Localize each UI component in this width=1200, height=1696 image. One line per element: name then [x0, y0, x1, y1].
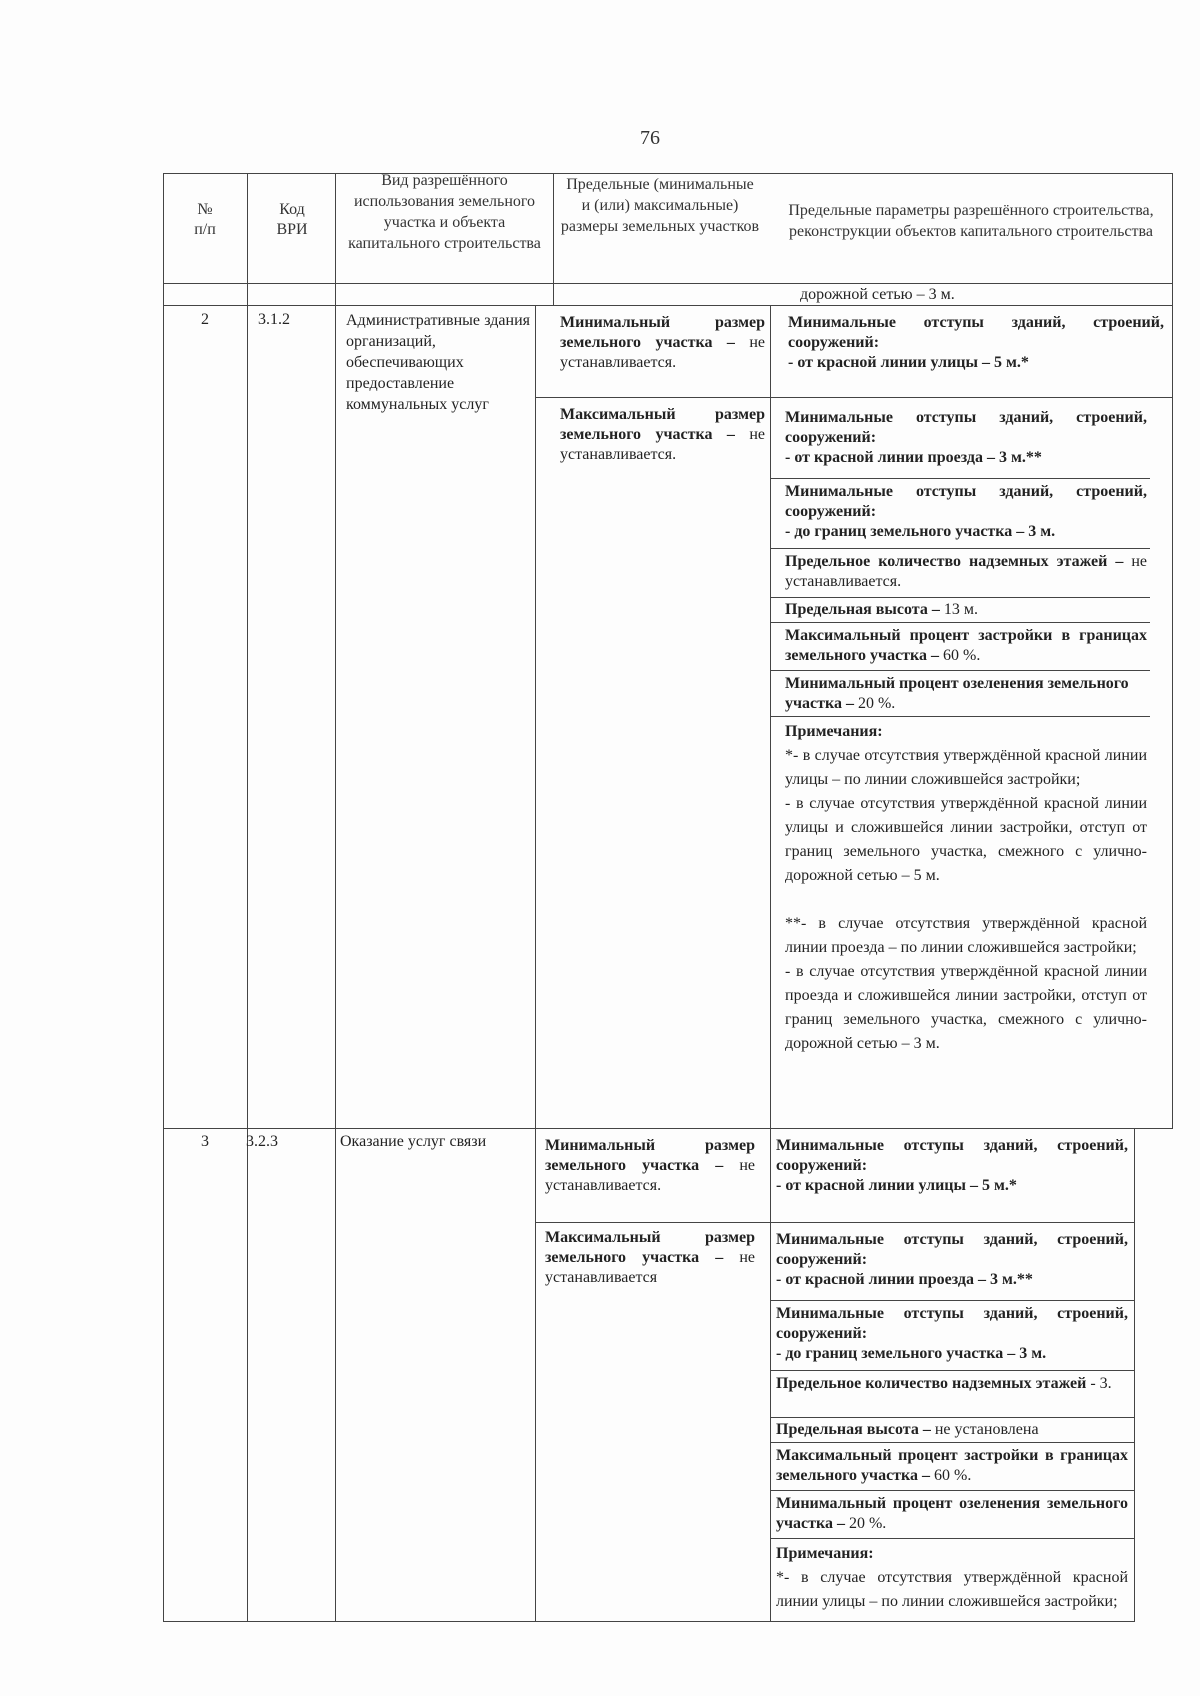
row2-min-size-value: не устанавливается.: [560, 334, 765, 371]
row2-num: 2: [201, 311, 209, 328]
page-number: 76: [640, 127, 660, 149]
row3-min-size-title: Минимальный размер земельного участка –: [545, 1137, 755, 1174]
row3-p6-title: Максимальный процент застройки в границах земельного участка –: [776, 1447, 1128, 1484]
row2-p5-title: Предельная высота –: [785, 601, 940, 618]
row3-code: 3.2.3: [246, 1133, 278, 1150]
row3-notes-title: Примечания:: [776, 1545, 874, 1562]
row2-note-1: *- в случае отсутствия утверждённой красной линии улицы – по линии сложившейся застройки;: [785, 747, 1147, 788]
row2-p6-value: 60 %.: [943, 647, 981, 664]
row3-p5-title: Предельная высота –: [776, 1421, 931, 1438]
header-num: № п/п: [194, 201, 216, 238]
row2-p2-title: Минимальные отступы зданий, строений, сооружений:: [785, 409, 1147, 446]
row2-note-3: **- в случае отсутствия утверждённой красной линии проезда – по линии сложившейся застройки;: [785, 915, 1147, 956]
row3-p4-title: Предельное количество надземных этажей: [776, 1375, 1087, 1392]
row2-note-2: - в случае отсутствия утверждённой красной линии улицы и сложившейся линии застройки, отступ от границ земельного участка, смежного с улично-дорожной сетью – 5 м.: [785, 795, 1147, 884]
row2-p4-value: не устанавливается.: [785, 553, 1147, 590]
row2-notes-title: Примечания:: [785, 723, 883, 740]
row3-p4-value: - 3.: [1090, 1375, 1112, 1392]
row3-p2-value: - от красной линии проезда – 3 м.**: [776, 1271, 1033, 1288]
row2-p3-title: Минимальные отступы зданий, строений, сооружений:: [785, 483, 1147, 520]
row2-p1-title: Минимальные отступы зданий, строений, сооружений:: [788, 314, 1164, 351]
row2-code: 3.1.2: [258, 311, 290, 328]
carry-over-text: дорожной сетью – 3 м.: [800, 286, 955, 303]
header-use: Вид разрешённого использования земельного участка и объекта капитального строительства: [348, 172, 541, 252]
row3-p3-title: Минимальные отступы зданий, строений, сооружений:: [776, 1305, 1128, 1342]
row2-use: Административные здания организаций, обеспечивающих предоставление коммунальных услуг: [346, 312, 530, 413]
row3-p3-value: - до границ земельного участка – 3 м.: [776, 1345, 1047, 1362]
row2-min-size-title: Минимальный размер земельного участка –: [560, 314, 765, 351]
row3-p7-title: Минимальный процент озеленения земельного участка –: [776, 1495, 1128, 1532]
row2-note-4: - в случае отсутствия утверждённой красной линии проезда и сложившейся линии застройки, отступ от границ земельного участка, смежного с улично-дорожной сетью – 3 м.: [785, 963, 1147, 1052]
row3-use: Оказание услуг связи: [340, 1133, 487, 1150]
row3-num: 3: [201, 1133, 209, 1150]
row2-p3-value: - до границ земельного участка – 3 м.: [785, 523, 1056, 540]
row2-p5-value: 13 м.: [943, 601, 978, 618]
row2-max-size-title: Максимальный размер земельного участка –: [560, 406, 765, 443]
row3-note-1: *- в случае отсутствия утверждённой красной линии улицы – по линии сложившейся застройки;: [776, 1569, 1128, 1610]
row3-p5-value: не установлена: [934, 1421, 1039, 1438]
row2-p4-title: Предельное количество надземных этажей –: [785, 553, 1124, 570]
row2-p7-title: Минимальный процент озеленения земельного участка –: [785, 675, 1129, 712]
row3-p1-value: - от красной линии улицы – 5 м.*: [776, 1177, 1017, 1194]
row2-max-size-value: не устанавливается.: [560, 426, 765, 463]
header-size: Предельные (минимальные и (или) максимальные) размеры земельных участков: [560, 176, 760, 235]
row3-p1-title: Минимальные отступы зданий, строений, сооружений:: [776, 1137, 1128, 1174]
row2-p2-value: - от красной линии проезда – 3 м.**: [785, 449, 1042, 466]
row3-p6-value: 60 %.: [934, 1467, 972, 1484]
header-params: Предельные параметры разрешённого строительства, реконструкции объектов капитального строительства: [788, 202, 1154, 240]
row3-max-size-value: не устанавливается: [545, 1249, 756, 1286]
row3-min-size-value: не устанавливается.: [545, 1157, 756, 1194]
row3-p2-title: Минимальные отступы зданий, строений, сооружений:: [776, 1231, 1128, 1268]
row3-max-size-title: Максимальный размер земельного участка –: [545, 1229, 755, 1266]
row2-p6-title: Максимальный процент застройки в границах земельного участка –: [785, 627, 1147, 664]
header-code: Код ВРИ: [276, 201, 308, 238]
row2-p1-value: - от красной линии улицы – 5 м.*: [788, 354, 1029, 371]
row3-p7-value: 20 %.: [848, 1515, 887, 1532]
row2-p7-value: 20 %.: [857, 695, 896, 712]
